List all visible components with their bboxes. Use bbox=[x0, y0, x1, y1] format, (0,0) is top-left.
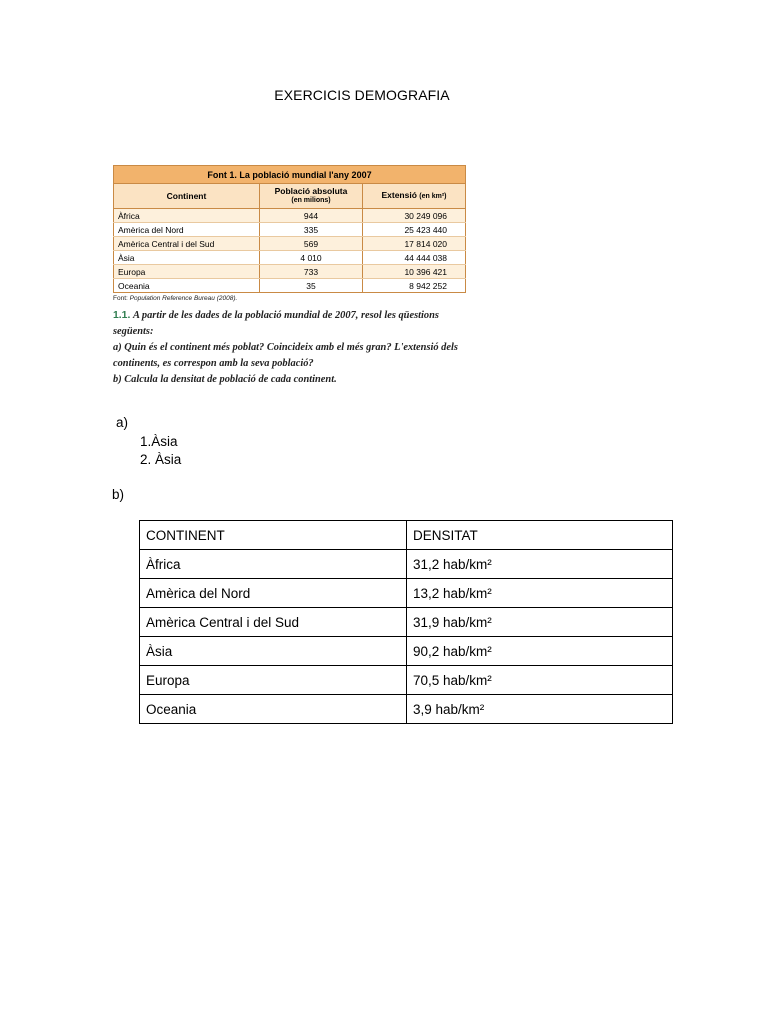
source-cell-continent: Europa bbox=[114, 265, 260, 279]
document-title: EXERCICIS DEMOGRAFIA bbox=[274, 87, 450, 103]
density-row bbox=[140, 608, 673, 637]
density-cell-continent: Àsia bbox=[140, 637, 407, 666]
answer-a-list bbox=[140, 433, 181, 468]
density-row bbox=[140, 550, 673, 579]
source-cell-extension: 17 814 020 bbox=[363, 237, 466, 251]
density-cell-continent: Europa bbox=[140, 666, 407, 695]
source-cell-extension: 10 396 421 bbox=[363, 265, 466, 279]
source-cell-continent: Oceania bbox=[114, 279, 260, 293]
source-cell-population: 569 bbox=[260, 237, 363, 251]
exercise-text bbox=[113, 308, 469, 388]
source-cell-extension: 44 444 038 bbox=[363, 251, 466, 265]
density-cell-density: 31,9 hab/km² bbox=[407, 608, 673, 637]
answer-a-label: a) bbox=[116, 415, 129, 430]
source-cell-population: 944 bbox=[260, 209, 363, 223]
source-table-row bbox=[114, 265, 466, 279]
density-cell-density: 13,2 hab/km² bbox=[407, 579, 673, 608]
exercise-intro: A partir de les dades de la població mundial de 2007, resol les qüestions següents: bbox=[113, 310, 439, 337]
density-row bbox=[140, 666, 673, 695]
source-cell-extension: 30 249 096 bbox=[363, 209, 466, 223]
density-cell-density: 31,2 hab/km² bbox=[407, 550, 673, 579]
source-table-row bbox=[114, 223, 466, 237]
source-note: Font: Population Reference Bureau (2008). bbox=[113, 295, 238, 302]
header-population: Població absoluta (en milions) bbox=[260, 184, 363, 209]
source-cell-extension: 8 942 252 bbox=[363, 279, 466, 293]
exercise-number: 1.1. bbox=[113, 310, 131, 321]
density-cell-density: 70,5 hab/km² bbox=[407, 666, 673, 695]
density-cell-continent: Amèrica del Nord bbox=[140, 579, 407, 608]
density-cell-continent: Àfrica bbox=[140, 550, 407, 579]
source-cell-population: 335 bbox=[260, 223, 363, 237]
population-source-table bbox=[113, 165, 466, 293]
density-table bbox=[139, 520, 673, 724]
density-cell-continent: Amèrica Central i del Sud bbox=[140, 608, 407, 637]
density-cell-continent: Oceania bbox=[140, 695, 407, 724]
exercise-question-a: a) Quin és el continent més poblat? Coincideix amb el més gran? L'extensió dels continents, es correspon amb la seva població? bbox=[113, 342, 458, 369]
exercise-question-b: b) Calcula la densitat de població de cada continent. bbox=[113, 374, 337, 385]
header-extension: Extensió (en km²) bbox=[363, 184, 466, 209]
source-cell-population: 35 bbox=[260, 279, 363, 293]
density-cell-density: 90,2 hab/km² bbox=[407, 637, 673, 666]
source-cell-extension: 25 423 440 bbox=[363, 223, 466, 237]
header-continent: Continent bbox=[114, 184, 260, 209]
answer-a-item: 1.Àsia bbox=[140, 434, 178, 449]
source-cell-continent: Àsia bbox=[114, 251, 260, 265]
source-cell-continent: Amèrica Central i del Sud bbox=[114, 237, 260, 251]
source-table-row bbox=[114, 237, 466, 251]
source-table-row bbox=[114, 251, 466, 265]
source-table-caption: Font 1. La població mundial l'any 2007 bbox=[114, 166, 466, 184]
source-table-row bbox=[114, 209, 466, 223]
source-cell-continent: Àfrica bbox=[114, 209, 260, 223]
source-figure bbox=[113, 165, 465, 388]
source-cell-population: 4 010 bbox=[260, 251, 363, 265]
source-cell-population: 733 bbox=[260, 265, 363, 279]
source-cell-continent: Amèrica del Nord bbox=[114, 223, 260, 237]
density-row bbox=[140, 579, 673, 608]
answer-b-label: b) bbox=[112, 487, 125, 502]
density-row bbox=[140, 695, 673, 724]
answer-a-item: 2. Àsia bbox=[140, 451, 182, 467]
density-header-density: DENSITAT bbox=[407, 521, 673, 550]
density-header-continent: CONTINENT bbox=[140, 521, 407, 550]
source-table-row bbox=[114, 279, 466, 293]
density-cell-density: 3,9 hab/km² bbox=[407, 695, 673, 724]
density-row bbox=[140, 637, 673, 666]
density-header-row bbox=[140, 521, 673, 550]
